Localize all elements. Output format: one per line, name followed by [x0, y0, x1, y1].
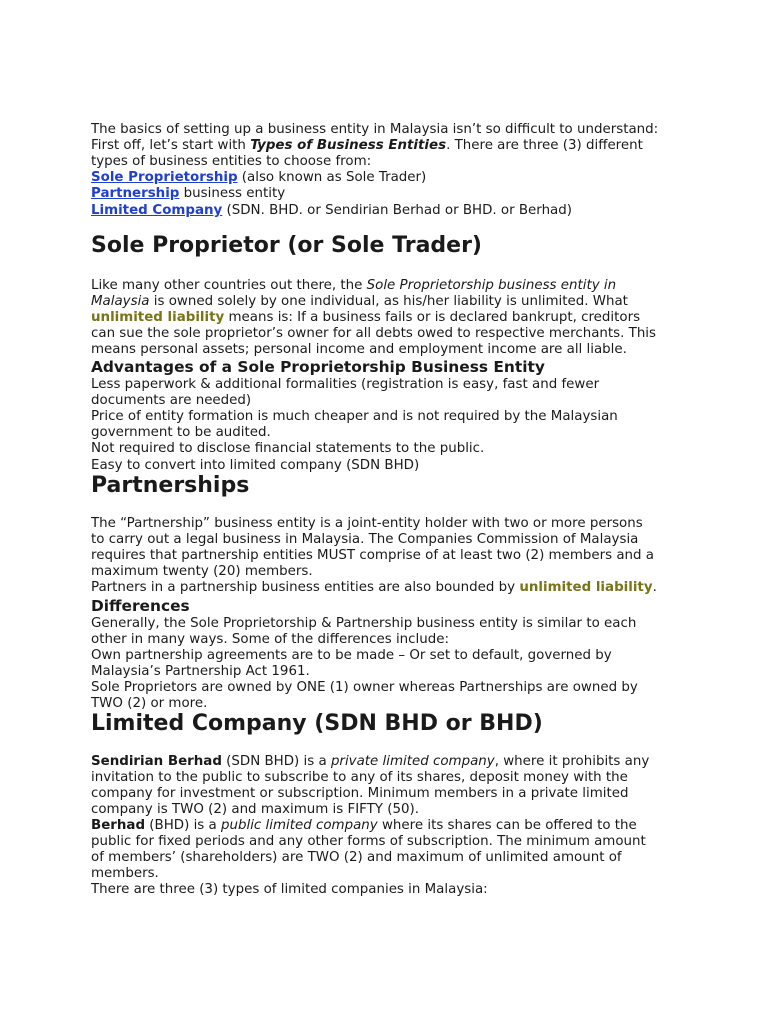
difference-line: other in many ways. Some of the differences include:: [91, 632, 449, 647]
limited-company-link[interactable]: Limited Company: [91, 203, 223, 218]
unlimited-liability-highlight[interactable]: unlimited liability: [519, 580, 653, 595]
advantage-line: Price of entity formation is much cheaper and is not required by the Malaysian: [91, 409, 618, 424]
sdn-bhd-line: company for investment or subscription. Minimum members in a private limited: [91, 786, 629, 801]
partnership-line: to carry out a legal business in Malaysia. The Companies Commission of Malaysia: [91, 532, 639, 547]
sole-text: means is: If a business fails or is declared bankrupt, creditors: [224, 310, 641, 325]
advantage-line: Less paperwork & additional formalities (registration is easy, fast and fewer: [91, 377, 600, 392]
partnership-line: The “Partnership” business entity is a joint-entity holder with two or more persons: [91, 516, 643, 531]
sole-proprietorship-link[interactable]: Sole Proprietorship: [91, 170, 238, 185]
differences-heading: Differences: [91, 597, 190, 615]
sole-paragraph-line: means personal assets; personal income and employment income are all liable.: [91, 342, 627, 357]
intro-text: First off, let’s start with: [91, 138, 251, 153]
partnership-line: requires that partnership entities MUST comprise of at least two (2) members and a: [91, 548, 655, 563]
limited-text: (BHD) is a: [145, 818, 221, 833]
difference-line: TWO (2) or more.: [91, 696, 208, 711]
public-limited-company-italic: public limited company: [221, 818, 378, 833]
bhd-line: of members’ (shareholders) are TWO (2) and maximum of unlimited amount of: [91, 850, 622, 865]
partnerships-heading: Partnerships: [91, 473, 250, 498]
entity-note: business entity: [179, 186, 286, 201]
types-of-business-entities-emphasis: Types of Business Entities: [250, 138, 447, 153]
partnership-text: .: [652, 580, 657, 595]
berhad-bold: Berhad: [91, 818, 146, 833]
sdn-bhd-line: [91, 754, 649, 770]
sole-proprietorship-italic: Sole Proprietorship business entity in: [366, 278, 617, 293]
partnership-link[interactable]: Partnership: [91, 186, 180, 201]
limited-text: where its shares can be offered to the: [377, 818, 637, 833]
entity-item-partnership: [91, 186, 285, 202]
advantage-line: Easy to convert into limited company (SDN BHD): [91, 458, 420, 473]
partnership-line: maximum twenty (20) members.: [91, 564, 313, 579]
sendirian-berhad-bold: Sendirian Berhad: [91, 754, 222, 769]
unlimited-liability-highlight[interactable]: unlimited liability: [91, 310, 225, 325]
sole-paragraph-line: can sue the sole proprietor’s owner for all debts owed to respective merchants. This: [91, 326, 657, 341]
advantages-heading: Advantages of a Sole Proprietorship Business Entity: [91, 358, 545, 376]
difference-line: Sole Proprietors are owned by ONE (1) owner whereas Partnerships are owned by: [91, 680, 638, 695]
bhd-line: There are three (3) types of limited companies in Malaysia:: [91, 882, 488, 897]
sole-text: is owned solely by one individual, as his/her liability is unlimited. What: [149, 294, 628, 309]
sdn-bhd-line: company is TWO (2) and maximum is FIFTY (50).: [91, 802, 419, 817]
malaysia-italic: Malaysia: [91, 294, 150, 309]
private-limited-company-italic: private limited company: [330, 754, 495, 769]
intro-line: types of business entities to choose from:: [91, 154, 372, 169]
advantage-line: government to be audited.: [91, 425, 271, 440]
limited-company-heading: Limited Company (SDN BHD or BHD): [91, 711, 543, 736]
entity-note: (SDN. BHD. or Sendirian Berhad or BHD. or Berhad): [222, 203, 572, 218]
intro-line: [91, 138, 643, 154]
advantage-line: Not required to disclose financial statements to the public.: [91, 441, 485, 456]
difference-line: Malaysia’s Partnership Act 1961.: [91, 664, 310, 679]
entity-item-limited-company: [91, 203, 572, 219]
sole-paragraph-line: [91, 294, 628, 310]
difference-line: Own partnership agreements are to be made – Or set to default, governed by: [91, 648, 612, 663]
intro-text: . There are three (3) different: [446, 138, 643, 153]
bhd-line: public for fixed periods and any other forms of subscription. The minimum amount: [91, 834, 646, 849]
sole-paragraph-line: [91, 278, 616, 294]
sole-paragraph-line: [91, 310, 640, 326]
partnership-liability-line: [91, 580, 657, 596]
advantage-line: documents are needed): [91, 393, 252, 408]
sdn-bhd-line: invitation to the public to subscribe to any of its shares, deposit money with the: [91, 770, 628, 785]
bhd-line: members.: [91, 866, 159, 881]
bhd-line: [91, 818, 637, 834]
intro-line: The basics of setting up a business entity in Malaysia isn’t so difficult to understand:: [91, 122, 659, 137]
difference-line: Generally, the Sole Proprietorship & Partnership business entity is similar to each: [91, 616, 637, 631]
limited-text: , where it prohibits any: [494, 754, 650, 769]
sole-text: Like many other countries out there, the: [91, 278, 367, 293]
partnership-text: Partners in a partnership business entities are also bounded by: [91, 580, 520, 595]
sole-proprietor-heading: Sole Proprietor (or Sole Trader): [91, 233, 482, 258]
entity-item-sole-proprietorship: [91, 170, 426, 186]
limited-text: (SDN BHD) is a: [221, 754, 331, 769]
entity-note: (also known as Sole Trader): [237, 170, 427, 185]
